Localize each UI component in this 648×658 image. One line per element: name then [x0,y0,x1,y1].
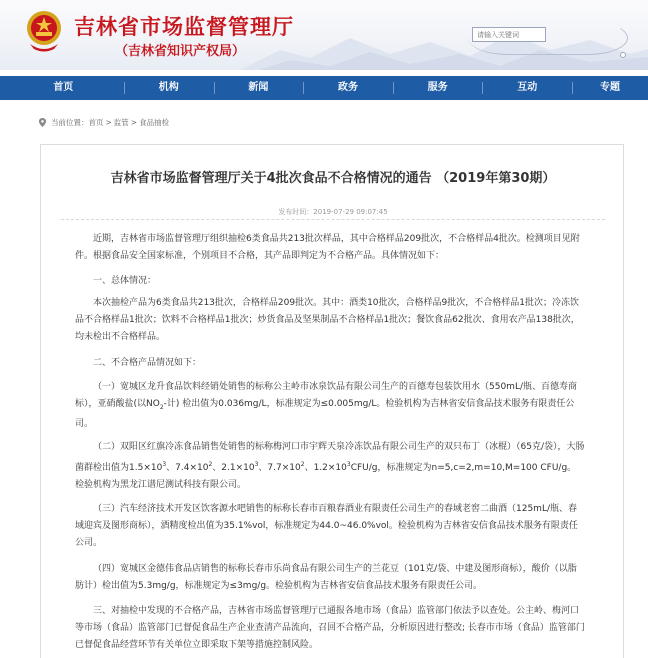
breadcrumb-label: 当前位置： [51,117,89,127]
site-header [0,0,648,70]
nav-institutions[interactable]: 机构 [124,76,214,100]
item-2-exponent: 3 [254,461,259,468]
article-date: 发布时间：2019-07-29 09:07:45 [278,208,388,216]
item-2-text-b: 、7.4×10 [166,463,209,473]
nav-news[interactable]: 新闻 [214,76,304,100]
section-2-heading: 二、不合格产品情况如下： [93,358,202,368]
site-subtitle: （吉林省知识产权局） [115,44,246,59]
item-2-exponent: 2 [208,461,213,468]
intro-paragraph: 近期，吉林省市场监督管理厅组织抽检6类食品共213批次样品，其中合格样品209批次，不合格样品4批次。检测项目见附件。根据食品安全国家标准，个别项目不合格，其产品即判定为不合格产品。具体情况如下： [75,234,580,261]
item-1-text-a: （一）宽城区龙升食品饮料经销处销售的标称公主岭市冰泉饮品有限公司生产的百德寿包装饮用水（550mL/瓶、百德寿商标），亚硝酸盐(以NO [75,382,577,409]
nav-services[interactable]: 服务 [393,76,483,100]
breadcrumb-separator: > [130,117,138,127]
nav-government-affairs[interactable]: 政务 [303,76,393,100]
location-icon [38,118,47,127]
breadcrumb-home[interactable]: 首页 [88,117,104,127]
breadcrumb-separator: > [105,117,112,127]
item-1-paragraph [75,379,585,433]
search-button[interactable] [620,52,626,58]
breadcrumb-regulation[interactable]: 监管 [113,117,129,127]
article-title: 吉林省市场监督管理厅关于4批次食品不合格情况的通告 （2019年第30期） [110,171,556,186]
breadcrumb-food-inspection[interactable]: 食品抽检 [139,117,170,127]
section-1-body: 本次抽检产品为6类食品共213批次，合格样品209批次。其中：酒类10批次，合格样品9批次，不合格样品1批次；冷冻饮品不合格样品1批次；饮料不合格样品1批次；炒货食品及坚果制品不合格样品1批次；餐饮食品62批次、食用农产品138批次，均未检出不合格样品。 [75,298,580,342]
item-1-subscript: 2 [159,403,164,411]
item-2-text-f: CFU/g，标准规定为n=5,c=2,m=10,M=100 CFU/g。检验机构为黑龙江谱尼测试科技有限公司。 [75,463,577,490]
breadcrumb [38,115,169,129]
item-2-paragraph [75,439,585,494]
national-emblem-icon [24,8,64,54]
section-1-heading: 一、总体情况： [93,276,157,286]
item-3-paragraph: （三）汽车经济技术开发区饮客源水吧销售的标称长春市百粮春酒业有限责任公司生产的春域老窖二曲酒（125mL/瓶、春域迎宾及图形商标），酒精度检出值为35.1%vol，标准规定为44.0~46.0%vol。检验机构为吉林省安信食品技术服务有限责任公司。 [75,504,578,548]
article-container [40,144,624,658]
item-2-text-e: 、1.2×10 [304,463,347,473]
item-4-paragraph: （四）宽城区金德伟食品店销售的标称长春市乐尚食品有限公司生产的兰花豆（101克/袋、中建及图形商标），酸价（以脂肪计）检出值为5.3mg/g，标准规定为≤3mg/g。检验机构为吉林省安信食品技术服务有限责任公司。 [75,564,577,591]
section-3-paragraph: 三、对抽检中发现的不合格产品，吉林省市场监督管理厅已通报各地市场（食品）监管部门依法予以查处。公主岭、梅河口等市场（食品）监管部门已督促食品生产企业查清产品流向，召回不合格产品，分析原因进行整改; 长春市市场（食品）监管部门已督促食品经营环节有关单位立即采取下架等措施控制风险。 [75,606,585,650]
item-2-text-a: （二）双阳区红旗冷冻食品销售处销售的标称梅河口市宇辉天泉冷冻饮品有限公司生产的双只布丁（冰棍）（65克/袋），大肠菌群检出值为1.5×10 [75,442,585,473]
site-title[interactable]: 吉林省市场监督管理厅 [74,15,294,39]
nav-topics[interactable]: 专题 [572,76,648,100]
divider [61,219,605,220]
item-2-exponent: 3 [162,461,167,468]
item-2-exponent: 2 [300,461,305,468]
item-2-exponent: 3 [346,461,351,468]
item-2-text-d: 、7.7×10 [258,463,301,473]
item-1-text-b: -计) 检出值为0.036mg/L，标准规定为≤0.005mg/L。检验机构为吉林省安信食品技术服务有限责任公司。 [75,399,575,429]
main-nav [0,76,648,100]
nav-interaction[interactable]: 互动 [482,76,572,100]
search-input[interactable] [472,27,546,42]
nav-home[interactable]: 首页 [53,82,74,93]
item-2-text-c: 、2.1×10 [212,463,255,473]
